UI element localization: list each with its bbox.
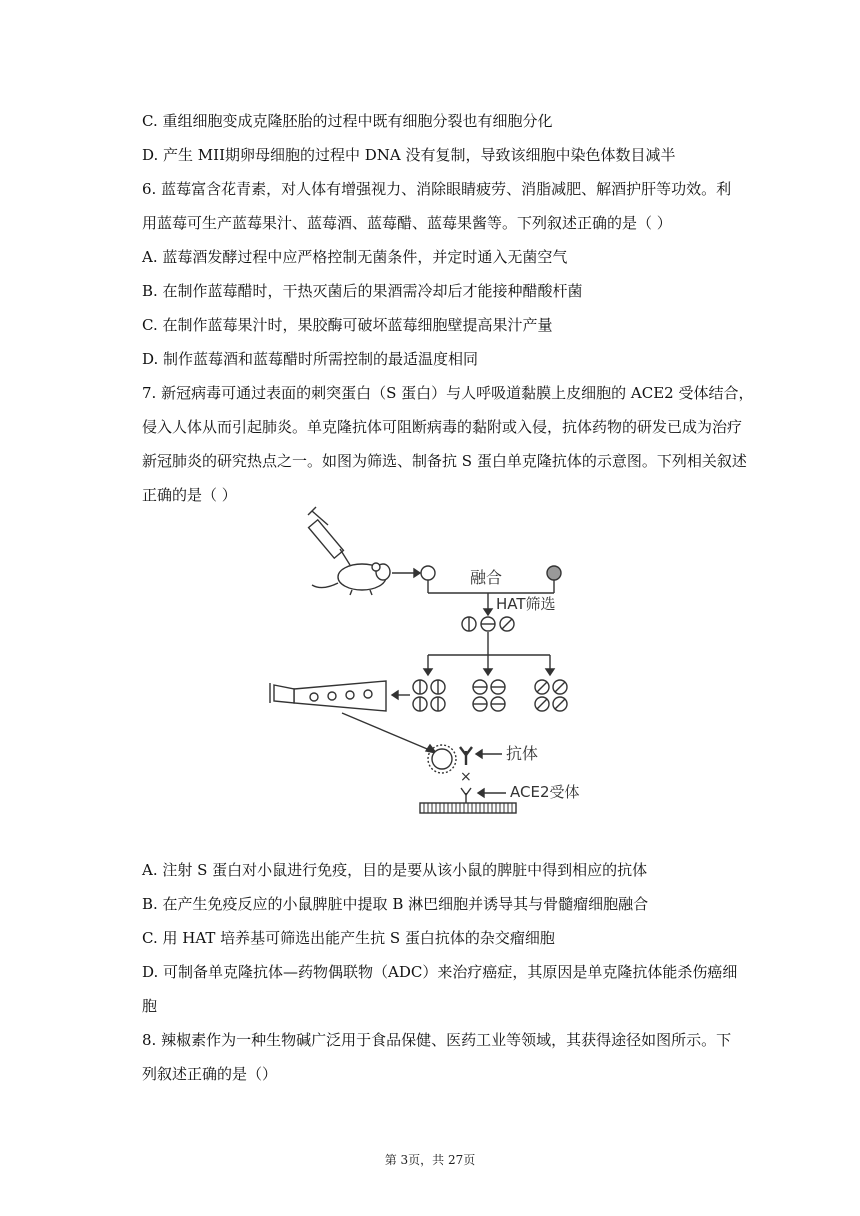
q7-stem-line3: 新冠肺炎的研究热点之一。如图为筛选、制备抗 S 蛋白单克隆抗体的示意图。下列相关叙述 <box>142 452 747 470</box>
q8-stem-line1: 8. 辣椒素作为一种生物碱广泛用于食品保健、医药工业等领域，其获得途径如图所示。下 <box>142 1031 732 1049</box>
cross-mark: × <box>460 769 472 785</box>
myeloma-cell <box>547 566 561 580</box>
hat-label: HAT筛选 <box>496 595 556 613</box>
b-cell <box>421 566 435 580</box>
culture-flask-icon <box>270 681 386 711</box>
antibody-label: 抗体 <box>506 744 539 763</box>
q6-option-b: B. 在制作蓝莓醋时，干热灭菌后的果酒需冷却后才能接种醋酸杆菌 <box>142 282 583 300</box>
q6-option-c-prev: C. 重组细胞变成克隆胚胎的过程中既有细胞分裂也有细胞分化 <box>142 112 553 130</box>
clone-group-3 <box>535 680 567 711</box>
hybrid-cells-row <box>462 617 514 631</box>
syringe-icon <box>308 507 350 565</box>
clone-group-2 <box>473 680 505 711</box>
q6-option-d: D. 制作蓝莓酒和蓝莓醋时所需控制的最适温度相同 <box>142 350 479 368</box>
q7-option-b: B. 在产生免疫反应的小鼠脾脏中提取 B 淋巴细胞并诱导其与骨髓瘤细胞融合 <box>142 895 649 913</box>
q5-option-d: D. 产生 MII期卵母细胞的过程中 DNA 没有复制，导致该细胞中染色体数目减半 <box>142 146 676 164</box>
mouse-icon <box>312 563 390 595</box>
q7-option-d: D. 可制备单克隆抗体—药物偶联物（ADC）来治疗癌症，其原因是单克隆抗体能杀伤癌细 <box>142 963 738 981</box>
ace2-receptor-icon <box>461 788 471 803</box>
q6-stem-line1: 6. 蓝莓富含花青素，对人体有增强视力、消除眼睛疲劳、消脂减肥、解酒护肝等功效。利 <box>142 180 732 198</box>
antibody-icon <box>460 747 472 765</box>
monoclonal-antibody-figure <box>262 505 602 823</box>
q7-stem-line2: 侵入人体从而引起肺炎。单克隆抗体可阻断病毒的黏附或入侵，抗体药物的研发已成为治疗 <box>142 418 743 436</box>
receptor-label: ACE2受体 <box>510 783 580 801</box>
q6-stem-line2: 用蓝莓可生产蓝莓果汁、蓝莓酒、蓝莓醋、蓝莓果酱等。下列叙述正确的是（ ） <box>142 214 672 232</box>
q7-stem-line1: 7. 新冠病毒可通过表面的刺突蛋白（S 蛋白）与人呼吸道黏膜上皮细胞的 ACE2 受体结合， <box>142 384 754 402</box>
page-footer: 第 3页，共 27页 <box>384 1153 476 1167</box>
clone-group-1 <box>413 680 445 711</box>
q7-option-a: A. 注射 S 蛋白对小鼠进行免疫，目的是要从该小鼠的脾脏中得到相应的抗体 <box>142 861 648 879</box>
q7-option-c: C. 用 HAT 培养基可筛选出能产生抗 S 蛋白抗体的杂交瘤细胞 <box>142 929 555 947</box>
q6-option-c: C. 在制作蓝莓果汁时，果胶酶可破坏蓝莓细胞壁提高果汁产量 <box>142 316 553 334</box>
q7-option-d-cont: 胞 <box>142 997 158 1015</box>
q8-stem-line2: 列叙述正确的是（） <box>142 1065 278 1083</box>
q7-stem-line4: 正确的是（ ） <box>142 486 237 504</box>
fusion-label: 融合 <box>470 568 503 587</box>
q6-option-a: A. 蓝莓酒发酵过程中应严格控制无菌条件，并定时通入无菌空气 <box>142 248 568 266</box>
